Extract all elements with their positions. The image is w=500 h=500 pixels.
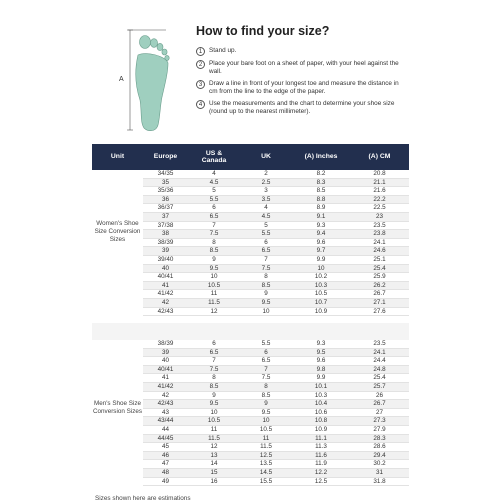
- uk-cell: 5: [264, 221, 268, 229]
- inches-cell: 10.3: [314, 391, 328, 399]
- inches-cell: 9.1: [316, 212, 326, 220]
- table-row: [143, 187, 409, 196]
- uk-cell: 15.5: [259, 477, 273, 485]
- table-row: [143, 426, 409, 435]
- table-row: [143, 273, 409, 282]
- uk-cell: 11.5: [260, 443, 272, 451]
- us-canada-cell: 7.5: [209, 230, 219, 238]
- cm-cell: 22.5: [373, 204, 386, 212]
- us-canada-cell: 4: [212, 170, 216, 177]
- cm-cell: 23.5: [373, 221, 386, 229]
- europe-cell: 48: [161, 468, 169, 476]
- us-canada-cell: 7: [212, 221, 216, 229]
- inches-cell: 10.1: [314, 382, 328, 390]
- inches-cell: 10.8: [314, 417, 328, 425]
- step-number: 1: [196, 47, 205, 56]
- inches-cell: 9.3: [316, 340, 326, 347]
- table-row: [143, 469, 409, 478]
- cm-cell: 20.8: [373, 170, 386, 177]
- us-canada-cell: 14: [210, 460, 218, 468]
- uk-cell: 2: [264, 170, 268, 177]
- inches-cell: 10.2: [314, 273, 328, 281]
- inches-cell: 12.2: [314, 468, 328, 476]
- foot-dimension-label: A: [119, 76, 124, 83]
- europe-cell: 43: [161, 408, 169, 416]
- uk-cell: 9.5: [261, 408, 271, 416]
- europe-cell: 39: [161, 247, 169, 255]
- inches-cell: 11.1: [315, 434, 327, 442]
- europe-cell: 35/36: [157, 187, 174, 195]
- table-row: [143, 308, 409, 317]
- table-row: [143, 435, 409, 444]
- europe-cell: 40: [161, 357, 169, 365]
- us-canada-cell: 10.5: [207, 417, 221, 425]
- us-canada-cell: 5: [212, 187, 216, 195]
- men-group-label: Men's Shoe Size Conversion Sizes: [93, 400, 142, 415]
- cm-cell: 27.1: [373, 298, 386, 306]
- uk-cell: 13.5: [259, 460, 273, 468]
- guide-header: [92, 10, 409, 135]
- step-item: [196, 80, 408, 96]
- cm-cell: 21.6: [373, 187, 386, 195]
- us-canada-cell: 6.5: [209, 212, 219, 220]
- header-us-canada-label: US & Canada: [201, 149, 227, 164]
- uk-cell: 9.5: [261, 298, 271, 306]
- inches-cell: 9.6: [316, 238, 326, 246]
- inches-cell: 9.7: [316, 247, 326, 255]
- uk-cell: 14.5: [259, 468, 273, 476]
- europe-cell: 40/41: [157, 365, 174, 373]
- europe-cell: 41: [161, 281, 169, 289]
- us-canada-cell: 4.5: [209, 178, 219, 186]
- uk-cell: 7.5: [261, 264, 271, 272]
- step-item: [196, 100, 408, 116]
- us-canada-cell: 6: [212, 204, 216, 212]
- foot-illustration: [100, 22, 170, 132]
- inches-cell: 9.6: [316, 357, 326, 365]
- uk-cell: 2.5: [261, 178, 271, 186]
- table-row: [143, 460, 409, 469]
- europe-cell: 41/42: [157, 290, 174, 298]
- uk-cell: 7: [264, 365, 268, 373]
- europe-cell: 40/41: [157, 273, 174, 281]
- cm-cell: 24.1: [373, 348, 386, 356]
- step-text: Stand up.: [209, 47, 237, 54]
- us-canada-cell: 9.5: [209, 400, 219, 408]
- us-canada-cell: 9: [212, 255, 216, 263]
- uk-cell: 12.5: [259, 451, 273, 459]
- europe-cell: 39/40: [157, 255, 174, 263]
- inches-cell: 9.9: [316, 255, 326, 263]
- women-group-label: Women's Shoe Size Conversion Sizes: [94, 220, 141, 243]
- cm-cell: 24.8: [373, 365, 386, 373]
- uk-cell: 7.5: [261, 374, 271, 382]
- women-rows: [143, 170, 409, 316]
- size-guide-page: [92, 10, 409, 500]
- table-row: [143, 417, 409, 426]
- us-canada-cell: 12: [210, 443, 218, 451]
- table-row: [143, 443, 409, 452]
- cm-cell: 25.4: [373, 374, 386, 382]
- guide-title: How to find your size?: [196, 24, 330, 38]
- table-row: [143, 265, 409, 274]
- uk-cell: 6: [264, 238, 268, 246]
- table-header: [92, 144, 409, 170]
- table-row: [143, 299, 409, 308]
- cm-cell: 25.9: [373, 273, 386, 281]
- cm-cell: 31.8: [373, 477, 386, 485]
- step-number: 4: [196, 100, 205, 109]
- inches-cell: 8.9: [316, 204, 326, 212]
- europe-cell: 36/37: [157, 204, 174, 212]
- europe-cell: 38/39: [157, 238, 174, 246]
- table-row: [143, 222, 409, 231]
- uk-cell: 3: [264, 187, 268, 195]
- us-canada-cell: 11: [210, 425, 218, 433]
- europe-cell: 43/44: [157, 417, 174, 425]
- header-cm: (A) CM: [368, 153, 391, 161]
- inches-cell: 12.5: [314, 477, 328, 485]
- inches-cell: 10.5: [314, 290, 328, 298]
- cm-cell: 25.7: [373, 382, 386, 390]
- cm-cell: 24.6: [373, 247, 386, 255]
- cm-cell: 26.7: [373, 290, 386, 298]
- uk-cell: 5.5: [261, 340, 271, 347]
- table-row: [143, 170, 409, 179]
- us-canada-cell: 10: [210, 408, 218, 416]
- us-canada-cell: 6.5: [209, 348, 219, 356]
- us-canada-cell: 8: [212, 374, 216, 382]
- cm-cell: 23.8: [373, 230, 386, 238]
- us-canada-cell: 10: [210, 273, 218, 281]
- uk-cell: 10.5: [259, 425, 273, 433]
- foot-icon: [100, 22, 170, 132]
- header-uk: UK: [261, 153, 271, 161]
- us-canada-cell: 7: [212, 357, 216, 365]
- cm-cell: 31: [375, 468, 383, 476]
- us-canada-cell: 11: [210, 290, 218, 298]
- uk-cell: 6.5: [261, 357, 271, 365]
- inches-cell: 11.6: [315, 451, 327, 459]
- table-row: [143, 349, 409, 358]
- table-row: [143, 383, 409, 392]
- table-row: [143, 290, 409, 299]
- cm-cell: 26: [375, 391, 383, 399]
- inches-cell: 10.9: [314, 425, 328, 433]
- cm-cell: 30.2: [373, 460, 386, 468]
- us-canada-cell: 5.5: [209, 195, 219, 203]
- inches-cell: 9.4: [316, 230, 326, 238]
- inches-cell: 9.3: [316, 221, 326, 229]
- cm-cell: 27.3: [373, 417, 386, 425]
- inches-cell: 8.3: [316, 178, 326, 186]
- inches-cell: 10.6: [314, 408, 328, 416]
- table-row: [143, 478, 409, 487]
- table-row: [143, 357, 409, 366]
- inches-cell: 10.3: [314, 281, 328, 289]
- table-row: [143, 409, 409, 418]
- cm-cell: 27.6: [373, 307, 386, 315]
- step-item: [196, 47, 408, 56]
- us-canada-cell: 11.5: [208, 434, 220, 442]
- uk-cell: 4.5: [261, 212, 271, 220]
- table-row: [143, 247, 409, 256]
- step-text: Place your bare foot on a sheet of paper, with your heel against the wall.: [209, 60, 399, 75]
- us-canada-cell: 9: [212, 391, 216, 399]
- europe-cell: 42/43: [157, 400, 174, 408]
- europe-cell: 34/35: [157, 170, 174, 177]
- us-canada-cell: 6: [212, 340, 216, 347]
- table-row: [143, 256, 409, 265]
- us-canada-cell: 7.5: [209, 365, 219, 373]
- cm-cell: 29.4: [373, 451, 386, 459]
- table-row: [143, 366, 409, 375]
- uk-cell: 11: [262, 434, 270, 442]
- inches-cell: 11.3: [315, 443, 327, 451]
- header-inches: (A) Inches: [304, 153, 338, 161]
- uk-cell: 8.5: [261, 281, 271, 289]
- uk-cell: 5.5: [261, 230, 271, 238]
- cm-cell: 28.6: [373, 443, 386, 451]
- europe-cell: 42: [161, 298, 169, 306]
- inches-cell: 10: [317, 264, 325, 272]
- step-item: [196, 60, 408, 76]
- cm-cell: 26.7: [373, 400, 386, 408]
- uk-cell: 9: [264, 290, 268, 298]
- us-canada-cell: 13: [210, 451, 218, 459]
- europe-cell: 45: [161, 443, 169, 451]
- table-row: [143, 282, 409, 291]
- cm-cell: 28.3: [373, 434, 386, 442]
- cm-cell: 27: [375, 408, 383, 416]
- cm-cell: 23.5: [373, 340, 386, 347]
- header-unit: Unit: [110, 153, 125, 161]
- us-canada-cell: 16: [210, 477, 218, 485]
- step-number: 3: [196, 80, 205, 89]
- us-canada-cell: 11.5: [208, 298, 220, 306]
- us-canada-cell: 9.5: [209, 264, 219, 272]
- table-row: [143, 230, 409, 239]
- step-text: Use the measurements and the chart to determine your shoe size (round up to the nearest millimeter).: [209, 100, 395, 115]
- europe-cell: 47: [161, 460, 169, 468]
- europe-cell: 39: [161, 348, 169, 356]
- europe-cell: 40: [161, 264, 169, 272]
- step-text: Draw a line in front of your longest toe and measure the distance in cm from the line to the edge of the paper.: [209, 80, 399, 95]
- uk-cell: 4: [264, 204, 268, 212]
- inches-cell: 9.8: [316, 365, 326, 373]
- cm-cell: 23: [375, 212, 383, 220]
- header-europe: Europe: [153, 153, 178, 161]
- inches-cell: 10.4: [314, 400, 328, 408]
- europe-cell: 41: [161, 374, 169, 382]
- table-row: [143, 392, 409, 401]
- us-canada-cell: 12: [210, 307, 218, 315]
- europe-cell: 38/39: [157, 340, 174, 347]
- uk-cell: 7: [264, 255, 268, 263]
- europe-cell: 36: [161, 195, 169, 203]
- europe-cell: 37: [161, 212, 169, 220]
- inches-cell: 10.9: [314, 307, 328, 315]
- europe-cell: 49: [161, 477, 169, 485]
- uk-cell: 8: [264, 382, 268, 390]
- group-separator: [92, 323, 409, 340]
- cm-cell: 21.1: [373, 178, 386, 186]
- inches-cell: 9.5: [316, 348, 326, 356]
- inches-cell: 8.2: [316, 170, 326, 177]
- europe-cell: 41/42: [157, 382, 174, 390]
- uk-cell: 9: [264, 400, 268, 408]
- table-row: [143, 179, 409, 188]
- europe-cell: 35: [161, 178, 169, 186]
- cm-cell: 25.4: [373, 264, 386, 272]
- header-us-canada: [188, 144, 240, 170]
- europe-cell: 44: [161, 425, 169, 433]
- cm-cell: 26.2: [373, 281, 386, 289]
- table-row: [143, 400, 409, 409]
- inches-cell: 8.8: [316, 195, 326, 203]
- europe-cell: 37/38: [157, 221, 174, 229]
- uk-cell: 3.5: [261, 195, 271, 203]
- table-row: [143, 452, 409, 461]
- europe-cell: 46: [161, 451, 169, 459]
- us-canada-cell: 10.5: [207, 281, 221, 289]
- cm-cell: 27.9: [373, 425, 386, 433]
- europe-cell: 42/43: [157, 307, 174, 315]
- us-canada-cell: 15: [210, 468, 218, 476]
- us-canada-cell: 8: [212, 238, 216, 246]
- table-row: [143, 239, 409, 248]
- inches-cell: 10.7: [314, 298, 328, 306]
- europe-cell: 42: [161, 391, 169, 399]
- inches-cell: 8.5: [316, 187, 326, 195]
- cm-cell: 22.2: [373, 195, 386, 203]
- inches-cell: 11.9: [315, 460, 327, 468]
- inches-cell: 9.9: [316, 374, 326, 382]
- cm-cell: 25.1: [373, 255, 386, 263]
- table-row: [143, 204, 409, 213]
- table-row: [143, 196, 409, 205]
- steps-list: [196, 47, 408, 120]
- men-rows: [143, 340, 409, 486]
- uk-cell: 10: [262, 307, 270, 315]
- step-number: 2: [196, 60, 205, 69]
- us-canada-cell: 8.5: [209, 247, 219, 255]
- europe-cell: 44/45: [157, 434, 174, 442]
- uk-cell: 6: [264, 348, 268, 356]
- uk-cell: 8: [264, 273, 268, 281]
- uk-cell: 10: [262, 417, 270, 425]
- table-row: [143, 374, 409, 383]
- table-row: [143, 340, 409, 349]
- table-row: [143, 213, 409, 222]
- europe-cell: 38: [161, 230, 169, 238]
- us-canada-cell: 8.5: [209, 382, 219, 390]
- uk-cell: 8.5: [261, 391, 271, 399]
- footnote: Sizes shown here are estimations: [95, 495, 191, 500]
- cm-cell: 24.1: [373, 238, 386, 246]
- cm-cell: 24.4: [373, 357, 386, 365]
- uk-cell: 6.5: [261, 247, 271, 255]
